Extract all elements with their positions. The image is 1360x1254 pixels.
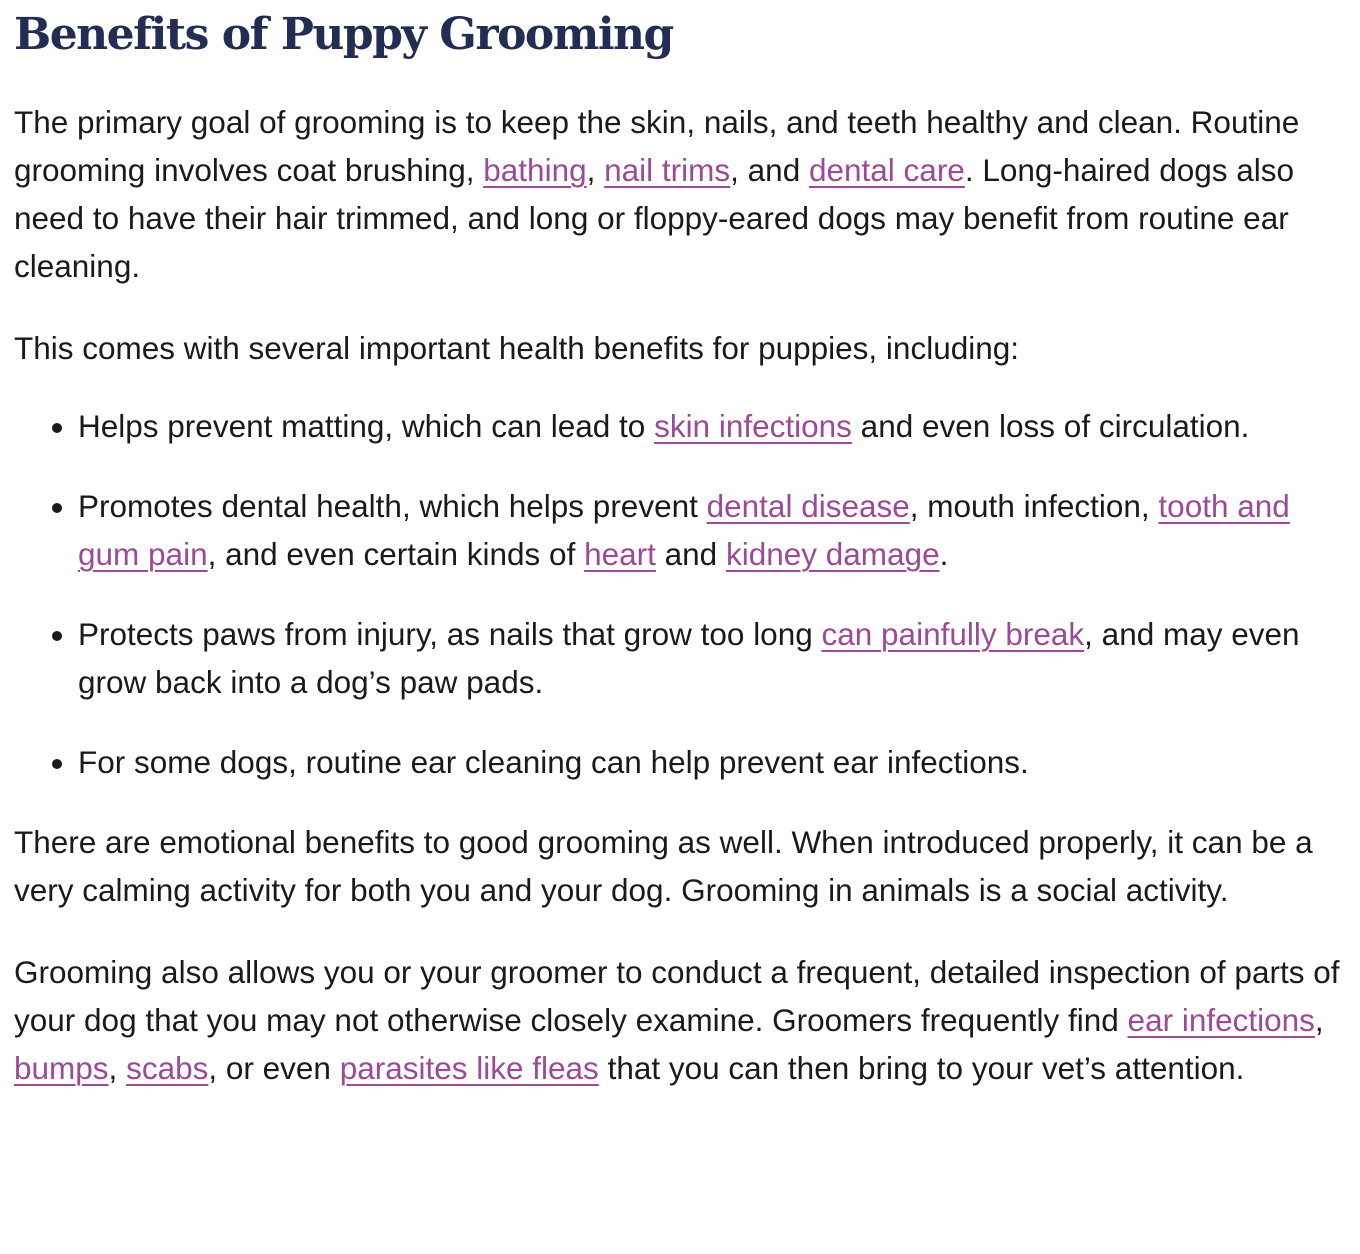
inline-link[interactable]: heart [584, 536, 656, 572]
inline-link[interactable]: parasites like fleas [339, 1050, 599, 1086]
text-segment: The primary goal of grooming is to keep the skin, nails, and teeth healthy and clean. Routine grooming involves coat brushing, [14, 104, 1300, 188]
text-segment: Promotes dental health, which helps prevent [78, 488, 707, 524]
text-segment: . [939, 536, 949, 572]
inline-link[interactable]: ear infections [1127, 1002, 1315, 1038]
closing-paragraphs [14, 818, 1346, 1092]
text-segment: There are emotional benefits to good grooming as well. When introduced properly, it can be a very calming activity for both you and your dog. Grooming in animals is a social activity. [14, 824, 1313, 908]
paragraph [14, 818, 1346, 914]
intro-paragraphs [14, 98, 1346, 372]
text-segment: For some dogs, routine ear cleaning can help prevent ear infections. [78, 744, 1029, 780]
inline-link[interactable]: bumps [14, 1050, 109, 1086]
text-segment: , or even [208, 1050, 340, 1086]
text-segment: Helps prevent matting, which can lead to [78, 408, 655, 444]
paragraph [14, 98, 1346, 290]
inline-link[interactable]: skin infections [654, 408, 852, 444]
paragraph [14, 948, 1346, 1092]
text-segment: Protects paws from injury, as nails that grow too long [78, 616, 822, 652]
list-item [78, 402, 1346, 450]
text-segment: This comes with several important health benefits for puppies, including: [14, 330, 1020, 366]
text-segment: . Long-haired dogs also need to have their hair trimmed, and long or floppy-eared dogs may benefit from routine ear cleaning. [14, 152, 1295, 284]
text-segment: , [1314, 1002, 1324, 1038]
paragraph [14, 324, 1346, 372]
inline-link[interactable]: dental disease [706, 488, 910, 524]
inline-link[interactable]: bathing [483, 152, 587, 188]
inline-link[interactable]: dental care [808, 152, 965, 188]
benefits-list [14, 402, 1346, 786]
inline-link[interactable]: tooth and gum pain [78, 488, 1290, 572]
text-segment: and even loss of circulation. [851, 408, 1250, 444]
text-segment: , and even certain kinds of [207, 536, 585, 572]
text-segment: Grooming also allows you or your groomer to conduct a frequent, detailed inspection of parts of your dog that you may not otherwise closely examine. Groomers frequently find [14, 954, 1340, 1038]
article [0, 4, 1360, 1092]
list-item [78, 738, 1346, 786]
text-segment: , and [730, 152, 809, 188]
inline-link[interactable]: nail trims [604, 152, 731, 188]
inline-link[interactable]: kidney damage [725, 536, 940, 572]
inline-link[interactable]: scabs [126, 1050, 209, 1086]
text-segment: and [655, 536, 726, 572]
page-title: Benefits of Puppy Grooming [14, 9, 673, 60]
text-segment: , mouth infection, [909, 488, 1159, 524]
text-segment: , and may even grow back into a dog’s paw pads. [78, 616, 1300, 700]
text-segment: , [108, 1050, 127, 1086]
list-item [78, 482, 1346, 578]
inline-link[interactable]: can painfully break [821, 616, 1085, 652]
text-segment: that you can then bring to your vet’s attention. [598, 1050, 1245, 1086]
text-segment: , [586, 152, 605, 188]
list-item [78, 610, 1346, 706]
